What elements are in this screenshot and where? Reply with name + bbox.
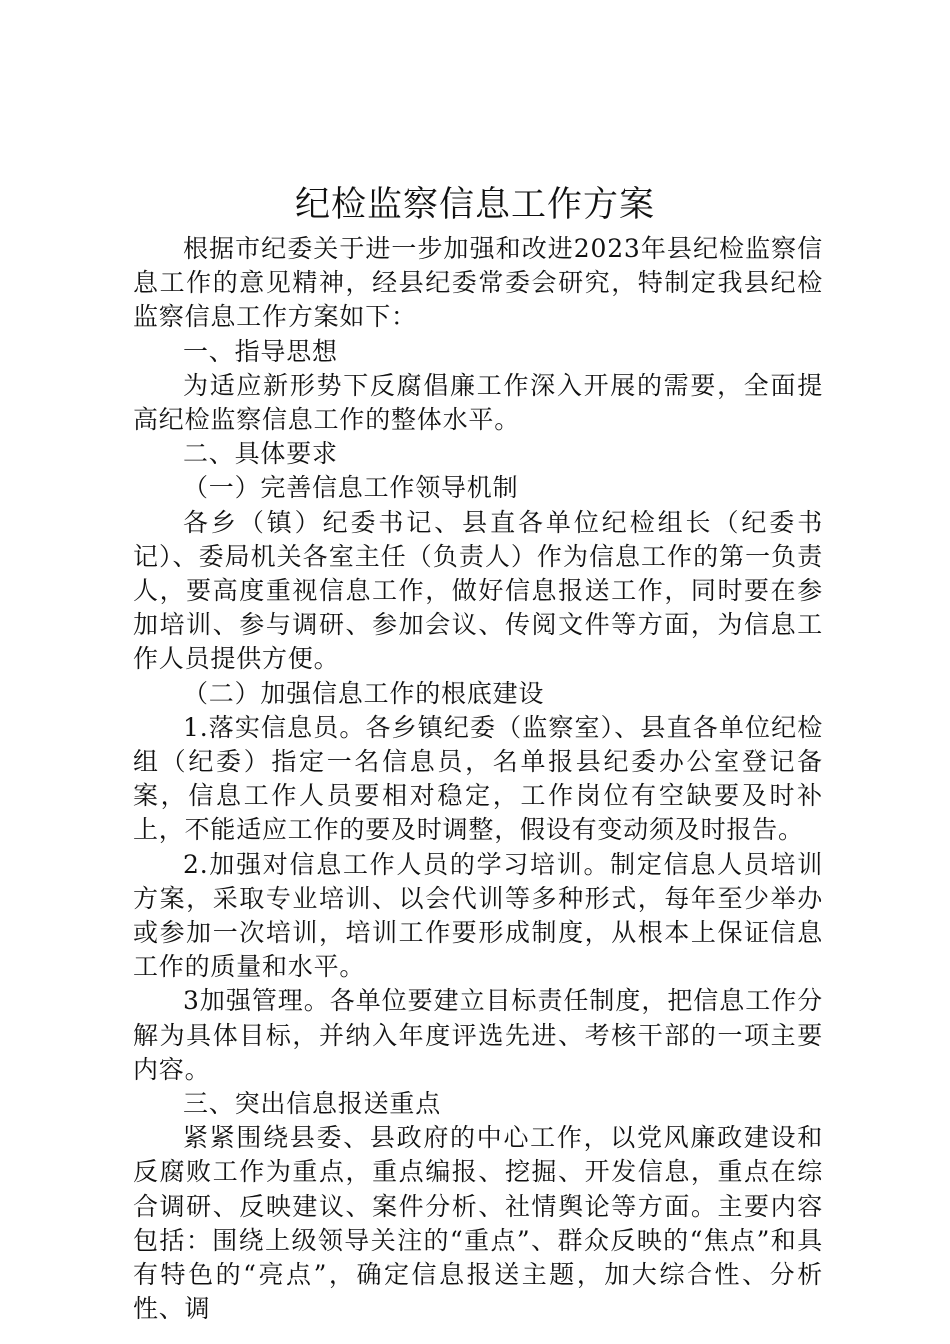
paragraph-intro: 根据市纪委关于进一步加强和改进2023年县纪检监察信息工作的意见精神，经县纪委常委会研究，特制定我县纪检监察信息工作方案如下： <box>133 234 823 332</box>
subheading-foundation-building: （二）加强信息工作的根底建设 <box>183 678 545 708</box>
heading-guiding-ideology: 一、指导思想 <box>183 336 338 366</box>
paragraph-item-1: 1.落实信息员。各乡镇纪委（监察室）、县直各单位纪检组（纪委）指定一名信息员，名单报县纪委办公室登记备案，信息工作人员要相对稳定，工作岗位有空缺要及时补上，不能适应工作的要及时调整，假设有变动须及时报告。 <box>133 712 823 845</box>
paragraph-item-2: 2.加强对信息工作人员的学习培训。制定信息人员培训方案，采取专业培训、以会代训等多种形式，每年至少举办或参加一次培训，培训工作要形成制度，从根本上保证信息工作的质量和水平。 <box>133 849 823 982</box>
paragraph-reporting-focus: 紧紧围绕县委、县政府的中心工作，以党风廉政建设和反腐败工作为重点，重点编报、挖掘、开发信息，重点在综合调研、反映建议、案件分析、社情舆论等方面。主要内容包括：围绕上级领导关注的“重点”、群众反映的“焦点”和具有特色的“亮点”，确定信息报送主题，加大综合性、分析性、调 <box>133 1123 823 1324</box>
paragraph-guiding-ideology: 为适应新形势下反腐倡廉工作深入开展的需要，全面提高纪检监察信息工作的整体水平。 <box>133 370 823 435</box>
paragraph-item-3: 3加强管理。各单位要建立目标责任制度，把信息工作分解为具体目标，并纳入年度评选先进、考核干部的一项主要内容。 <box>133 986 823 1084</box>
heading-specific-requirements: 二、具体要求 <box>183 439 338 469</box>
document-body <box>133 232 823 1327</box>
subheading-leadership-mechanism: （一）完善信息工作领导机制 <box>183 473 519 503</box>
heading-reporting-focus: 三、突出信息报送重点 <box>183 1089 442 1119</box>
paragraph-leadership-mechanism: 各乡（镇）纪委书记、县直各单位纪检组长（纪委书记）、委局机关各室主任（负责人）作为信息工作的第一负责人，要高度重视信息工作，做好信息报送工作，同时要在参加培训、参与调研、参加会议、传阅文件等方面，为信息工作人员提供方便。 <box>133 507 823 674</box>
document-title: 纪检监察信息工作方案 <box>294 185 655 225</box>
